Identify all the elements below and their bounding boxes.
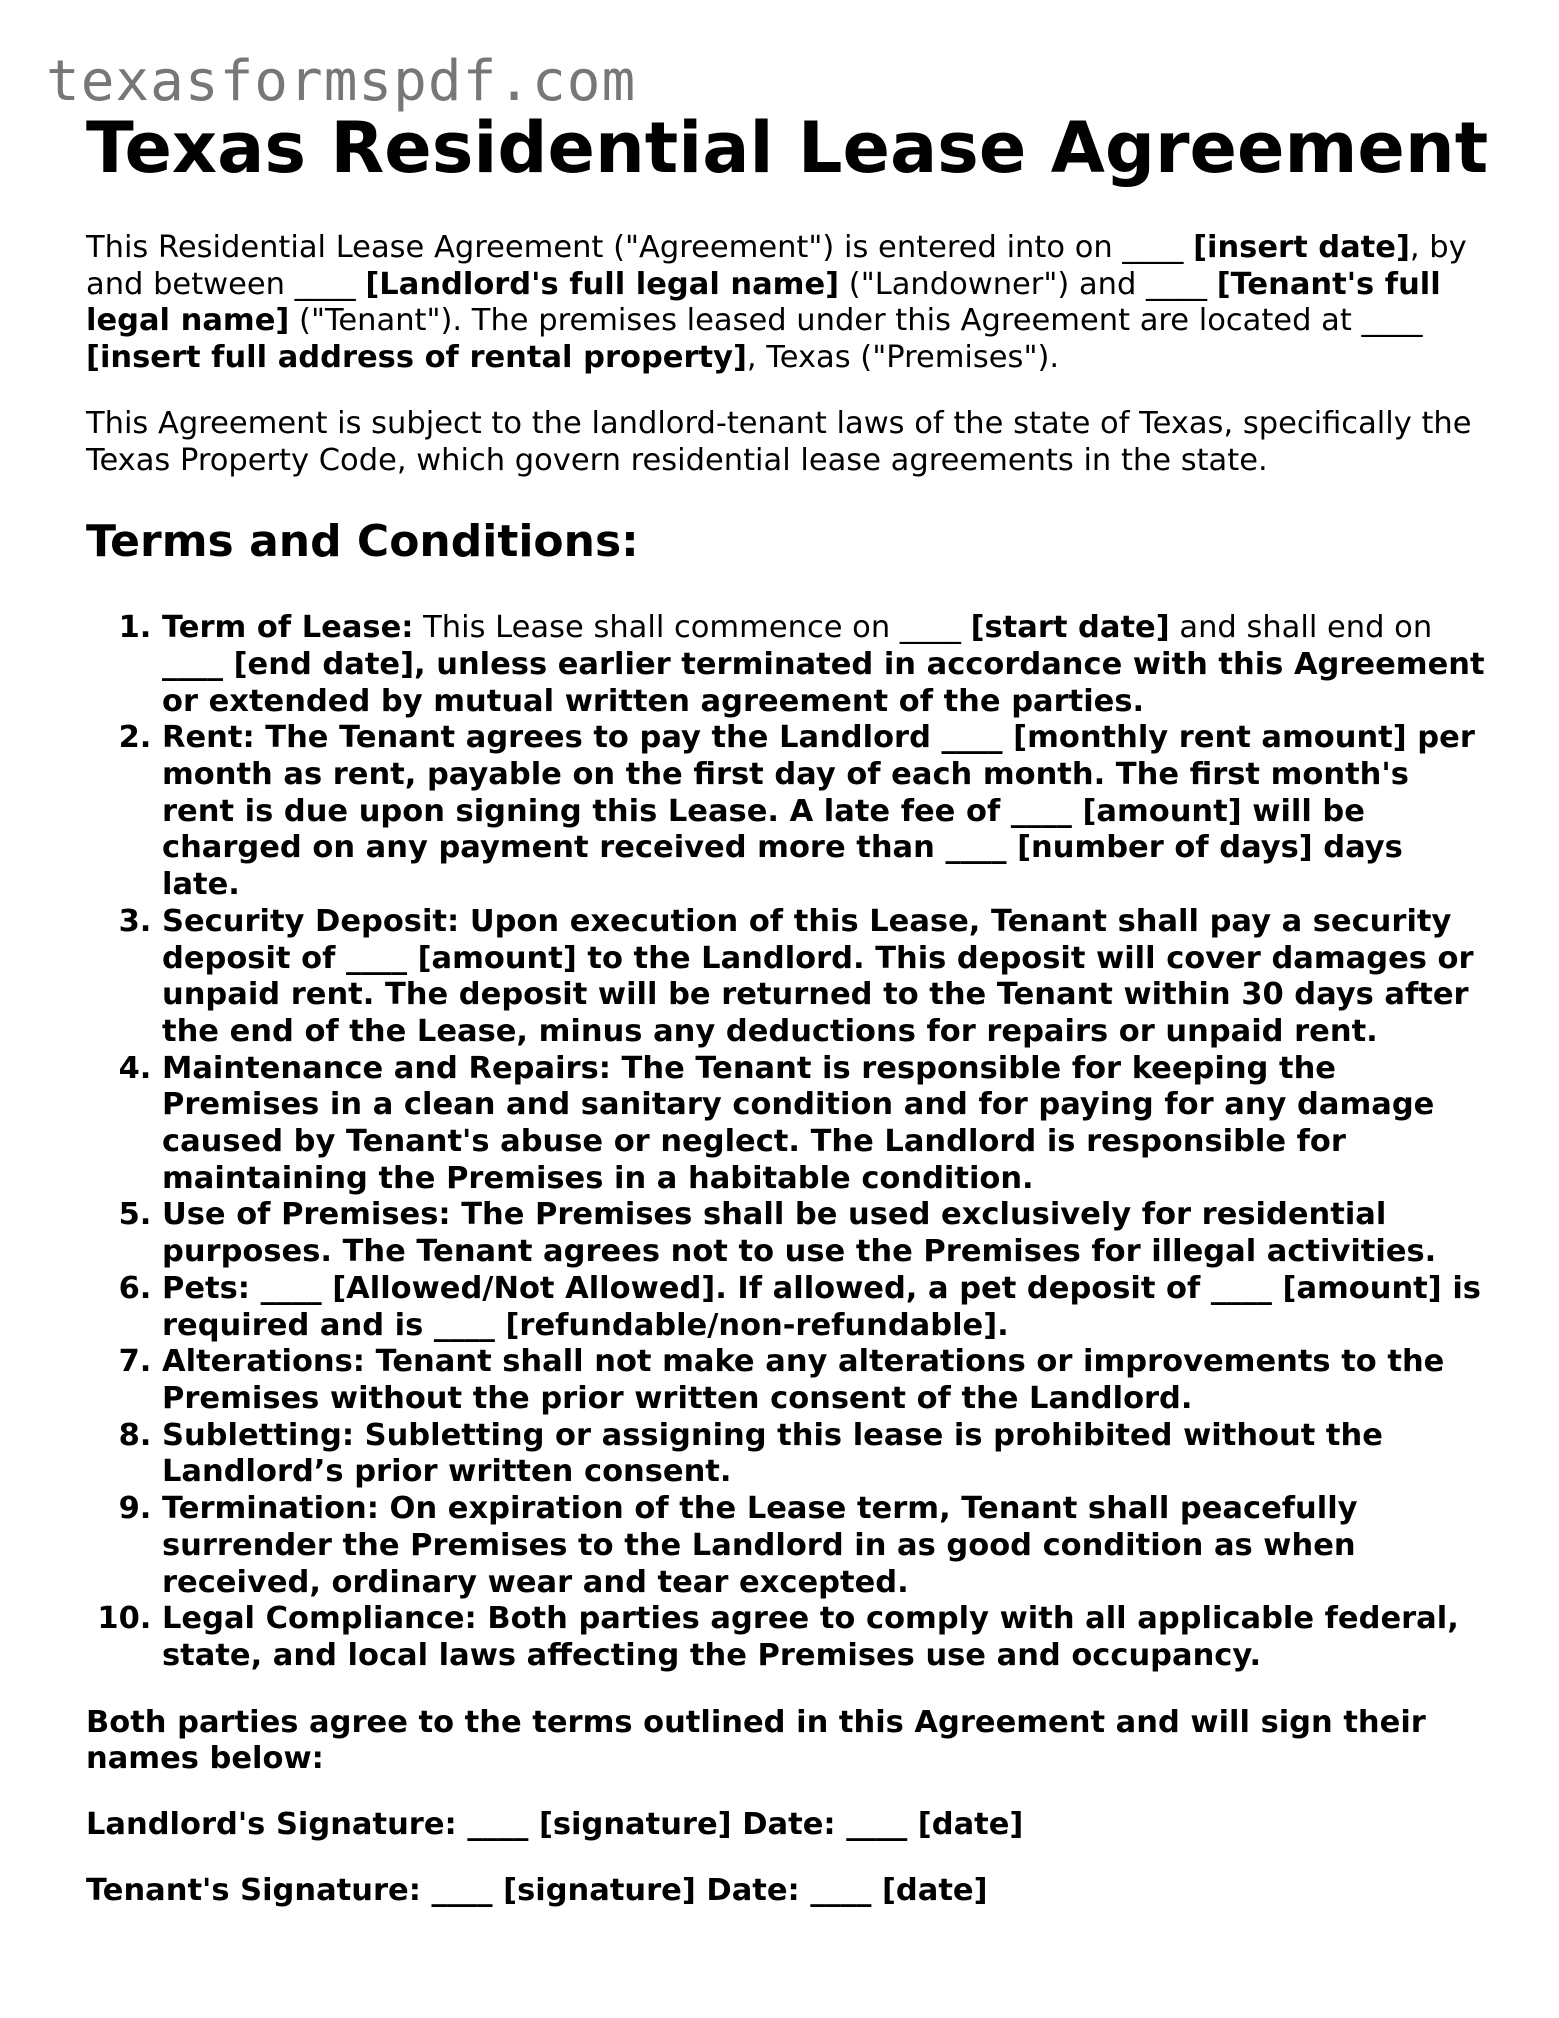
term-item: 4. Maintenance and Repairs: The Tenant is responsible for keeping the Premises in a clean and sanitary condition and for paying for any damage caused by Tenant's abuse or neglect. The Landlord is responsible for maintaining the Premises in a habitable condition. bbox=[162, 1051, 1486, 1198]
term-item: 10. Legal Compliance: Both parties agree to comply with all applicable federal, state, and local laws affecting the Premises use and occupancy. bbox=[162, 1601, 1486, 1674]
watermark: texasformspdf.com bbox=[46, 49, 637, 114]
date-placeholder: [insert date] bbox=[1193, 230, 1410, 265]
term-text: and shall end on bbox=[1169, 610, 1433, 646]
closing-paragraph: Both parties agree to the terms outlined in this Agreement and will sign their names below: bbox=[86, 1704, 1426, 1777]
intro-text: , by and between ____ bbox=[86, 230, 1467, 302]
address-placeholder: [insert full address of rental property] bbox=[86, 340, 747, 376]
term-label: Term of Lease: bbox=[162, 610, 414, 646]
tenant-name-placeholder: [Tenant's full legal name] bbox=[86, 266, 1441, 339]
start-date-placeholder: [start date] bbox=[970, 610, 1170, 646]
terms-list bbox=[86, 610, 1486, 1674]
intro-text: ("Landowner") and ____ bbox=[839, 266, 1217, 302]
intro-paragraph bbox=[86, 230, 1486, 377]
term-text: ____ [end date], unless earlier terminated in accordance with this Agreement or extended by mutual written agreement of the parties. bbox=[162, 646, 1485, 719]
landlord-signature-line: Landlord's Signature: ____ [signature] Date: ____ [date] bbox=[86, 1807, 1024, 1843]
tenant-signature-line: Tenant's Signature: ____ [signature] Date: ____ [date] bbox=[86, 1872, 988, 1908]
document-page bbox=[86, 104, 1489, 1909]
landlord-name-placeholder: [Landlord's full legal name] bbox=[365, 266, 840, 302]
term-item: 3. Security Deposit: Upon execution of this Lease, Tenant shall pay a security deposit of ____ [amount] to the Landlord. This deposit will cover damages or unpaid rent. The deposit will be returned to the Tenant within 30 days after the end of the Lease, minus any deductions for repairs or unpaid rent. bbox=[162, 904, 1486, 1051]
intro-text: This Residential Lease Agreement ("Agreement") is entered into on ____ bbox=[86, 230, 1194, 265]
term-item: 5. Use of Premises: The Premises shall be used exclusively for residential purposes. The Tenant agrees not to use the Premises for illegal activities. bbox=[162, 1197, 1486, 1270]
term-item: 7. Alterations: Tenant shall not make any alterations or improvements to the Premises without the prior written consent of the Landlord. bbox=[162, 1344, 1486, 1417]
term-item: 9. Termination: On expiration of the Lease term, Tenant shall peacefully surrender the Premises to the Landlord in as good condition as when received, ordinary wear and tear excepted. bbox=[162, 1491, 1486, 1601]
term-item bbox=[162, 610, 1486, 720]
term-item: 8. Subletting: Subletting or assigning this lease is prohibited without the Landlord’s prior written consent. bbox=[162, 1418, 1486, 1491]
term-text: This Lease shall commence on ____ bbox=[413, 610, 971, 646]
terms-heading: Terms and Conditions: bbox=[86, 516, 639, 568]
intro-text: , Texas ("Premises"). bbox=[746, 340, 1060, 376]
term-item: 2. Rent: The Tenant agrees to pay the Landlord ____ [monthly rent amount] per month as rent, payable on the first day of each month. The first month's rent is due upon signing this Lease. A late fee of ____ [amount] will be charged on any payment received more than ____ [number of days] days late. bbox=[162, 720, 1486, 904]
term-item: 6. Pets: ____ [Allowed/Not Allowed]. If allowed, a pet deposit of ____ [amount] is required and is ____ [refundable/non-refundable]. bbox=[162, 1271, 1486, 1344]
law-paragraph: This Agreement is subject to the landlord-tenant laws of the state of Texas, specifically the Texas Property Code, which govern residential lease agreements in the state. bbox=[86, 405, 1472, 478]
intro-text: ("Tenant"). The premises leased under this Agreement are located at ____ bbox=[289, 303, 1423, 339]
document-title: Texas Residential Lease Agreement bbox=[86, 107, 1489, 189]
